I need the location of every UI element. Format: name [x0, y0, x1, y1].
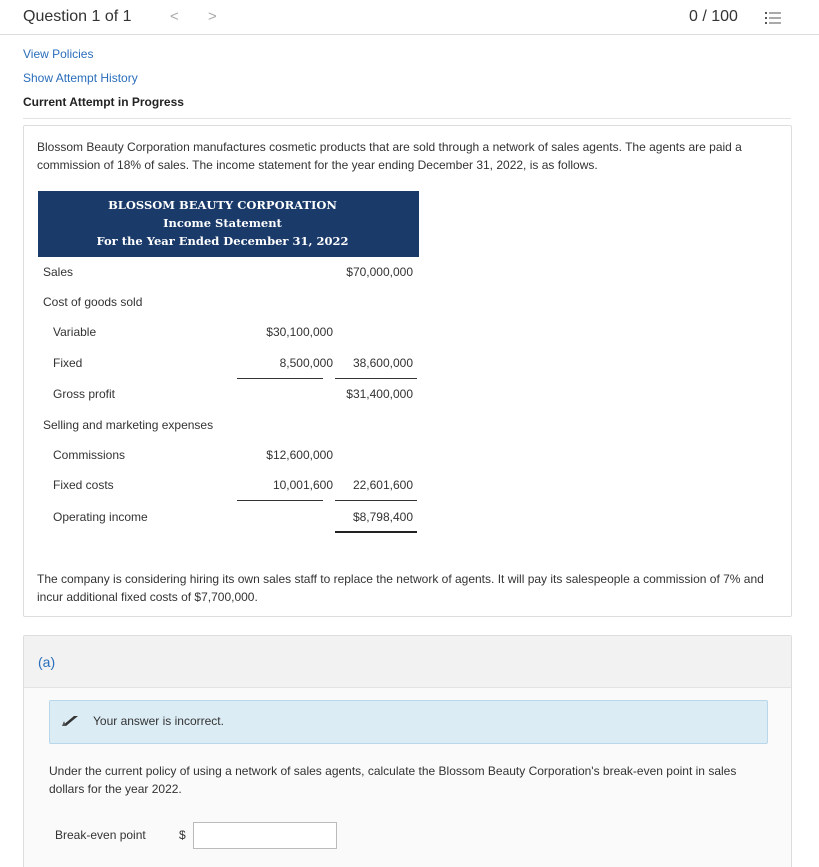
break-even-input[interactable]	[193, 822, 337, 849]
feedback-banner	[49, 700, 768, 744]
double-underline	[335, 531, 417, 533]
statement-row	[38, 478, 419, 498]
company-name: BLOSSOM BEAUTY CORPORATION	[108, 198, 337, 212]
part-a-header	[24, 636, 791, 688]
underline	[237, 500, 323, 501]
previous-question-button[interactable]: <	[170, 8, 179, 25]
row-total: $8,798,400	[352, 510, 413, 524]
attempt-links	[23, 46, 138, 94]
view-policies-link[interactable]: View Policies	[23, 47, 94, 61]
part-a-question: Under the current policy of using a network of sales agents, calculate the Blossom Beauty Corporation's break-even point in sales dollars for the year 2022.	[49, 764, 737, 796]
underline	[335, 500, 417, 501]
statement-period: For the Year Ended December 31, 2022	[96, 234, 349, 248]
row-total: $70,000,000	[346, 265, 413, 279]
current-attempt-label: Current Attempt in Progress	[23, 95, 184, 109]
list-icon[interactable]	[765, 10, 781, 26]
statement-row	[38, 418, 419, 438]
problem-outro: The company is considering hiring its own sales staff to replace the network of agents. It will pay its salespeople a commission of 7% and incur additional fixed costs of $7,700,000.	[37, 572, 764, 604]
row-amount: $12,600,000	[266, 448, 333, 462]
top-bar	[0, 0, 819, 35]
divider	[23, 118, 791, 119]
part-label: (a)	[38, 654, 56, 670]
row-total: $31,400,000	[346, 387, 413, 401]
problem-intro: Blossom Beauty Corporation manufactures cosmetic products that are sold through a network of sales agents. The agents are paid a commission of 18% of sales. The income statement for the year ending December 31, 2022, is as follows.	[37, 140, 742, 172]
row-total: 38,600,000	[352, 356, 413, 370]
row-amount: 10,001,600	[272, 478, 333, 492]
row-label: Cost of goods sold	[43, 295, 143, 309]
statement-row	[38, 510, 419, 530]
underline	[335, 378, 417, 379]
feedback-message: Your answer is incorrect.	[93, 714, 224, 728]
row-amount: $30,100,000	[266, 325, 333, 339]
statement-row	[38, 265, 419, 285]
question-card	[23, 125, 792, 617]
statement-row	[38, 448, 419, 468]
row-label: Gross profit	[53, 387, 116, 401]
income-statement-header	[38, 191, 419, 257]
row-label: Fixed costs	[53, 478, 114, 492]
row-label: Fixed	[53, 356, 83, 370]
break-even-label: Break-even point	[55, 828, 146, 842]
row-label: Operating income	[53, 510, 148, 524]
row-label: Commissions	[53, 448, 126, 462]
score-display: 0 / 100	[689, 8, 738, 25]
statement-row	[38, 387, 419, 407]
show-attempt-history-link[interactable]: Show Attempt History	[23, 71, 138, 85]
statement-row	[38, 356, 419, 376]
part-a-panel	[23, 635, 792, 867]
pencil-icon	[61, 714, 79, 728]
row-label: Variable	[53, 325, 97, 339]
currency-symbol: $	[179, 828, 186, 842]
statement-title: Income Statement	[163, 216, 282, 230]
row-total: 22,601,600	[352, 478, 413, 492]
statement-row	[38, 325, 419, 345]
row-label: Sales	[43, 265, 74, 279]
row-amount: 8,500,000	[279, 356, 333, 370]
underline	[237, 378, 323, 379]
statement-row	[38, 295, 419, 315]
next-question-button[interactable]: >	[208, 8, 217, 25]
row-label: Selling and marketing expenses	[43, 418, 214, 432]
question-counter: Question 1 of 1	[23, 8, 132, 25]
